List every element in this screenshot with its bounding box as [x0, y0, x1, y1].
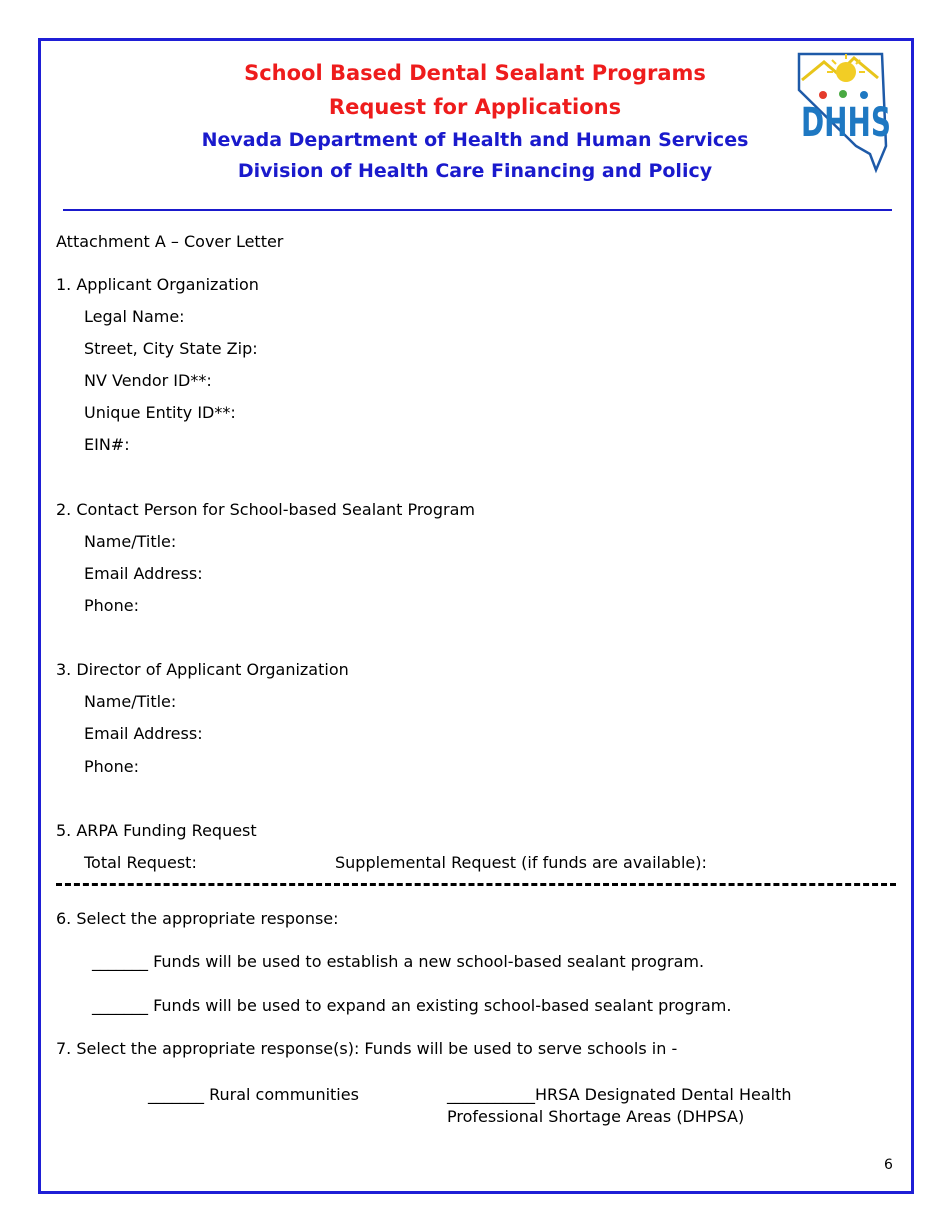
- section6-heading: 6. Select the appropriate response:: [56, 909, 339, 928]
- attachment-label: Attachment A – Cover Letter: [56, 232, 284, 251]
- option-expand-program: _______ Funds will be used to expand an existing school-based sealant program.: [92, 996, 732, 1015]
- document-subtitle: Request for Applications: [328, 95, 622, 119]
- director-phone-label: Phone:: [84, 757, 139, 776]
- page-border: [38, 38, 914, 1194]
- section5-heading: 5. ARPA Funding Request: [56, 821, 257, 840]
- total-request-label: Total Request:: [84, 853, 197, 872]
- logo-text: DHHS: [801, 100, 891, 146]
- unique-entity-id-label: Unique Entity ID**:: [84, 403, 236, 422]
- dashed-divider: [56, 883, 896, 886]
- vendor-id-label: NV Vendor ID**:: [84, 371, 212, 390]
- contact-name-label: Name/Title:: [84, 532, 177, 551]
- option-hrsa-line2: Professional Shortage Areas (DHPSA): [447, 1107, 745, 1126]
- document-title: School Based Dental Sealant Programs: [244, 61, 706, 85]
- section7-heading: 7. Select the appropriate response(s): Funds will be used to serve schools in -: [56, 1039, 678, 1058]
- department-name: Nevada Department of Health and Human Services: [201, 129, 749, 151]
- option-rural: _______ Rural communities: [148, 1085, 359, 1104]
- division-name: Division of Health Care Financing and Policy: [237, 160, 713, 182]
- header-divider: [63, 209, 892, 211]
- section1-heading: 1. Applicant Organization: [56, 275, 259, 294]
- dhhs-logo: [796, 50, 896, 174]
- contact-phone-label: Phone:: [84, 596, 139, 615]
- option-hrsa-line1: ___________HRSA Designated Dental Health: [447, 1085, 792, 1104]
- director-email-label: Email Address:: [84, 724, 203, 743]
- option-new-program: _______ Funds will be used to establish a new school-based sealant program.: [92, 952, 705, 971]
- supplemental-request-label: Supplemental Request (if funds are available):: [335, 853, 707, 872]
- page-number: 6: [884, 1157, 893, 1173]
- section3-heading: 3. Director of Applicant Organization: [56, 660, 349, 679]
- street-label: Street, City State Zip:: [84, 339, 258, 358]
- ein-label: EIN#:: [84, 435, 130, 454]
- contact-email-label: Email Address:: [84, 564, 203, 583]
- legal-name-label: Legal Name:: [84, 307, 185, 326]
- director-name-label: Name/Title:: [84, 692, 177, 711]
- section2-heading: 2. Contact Person for School-based Sealant Program: [56, 500, 475, 519]
